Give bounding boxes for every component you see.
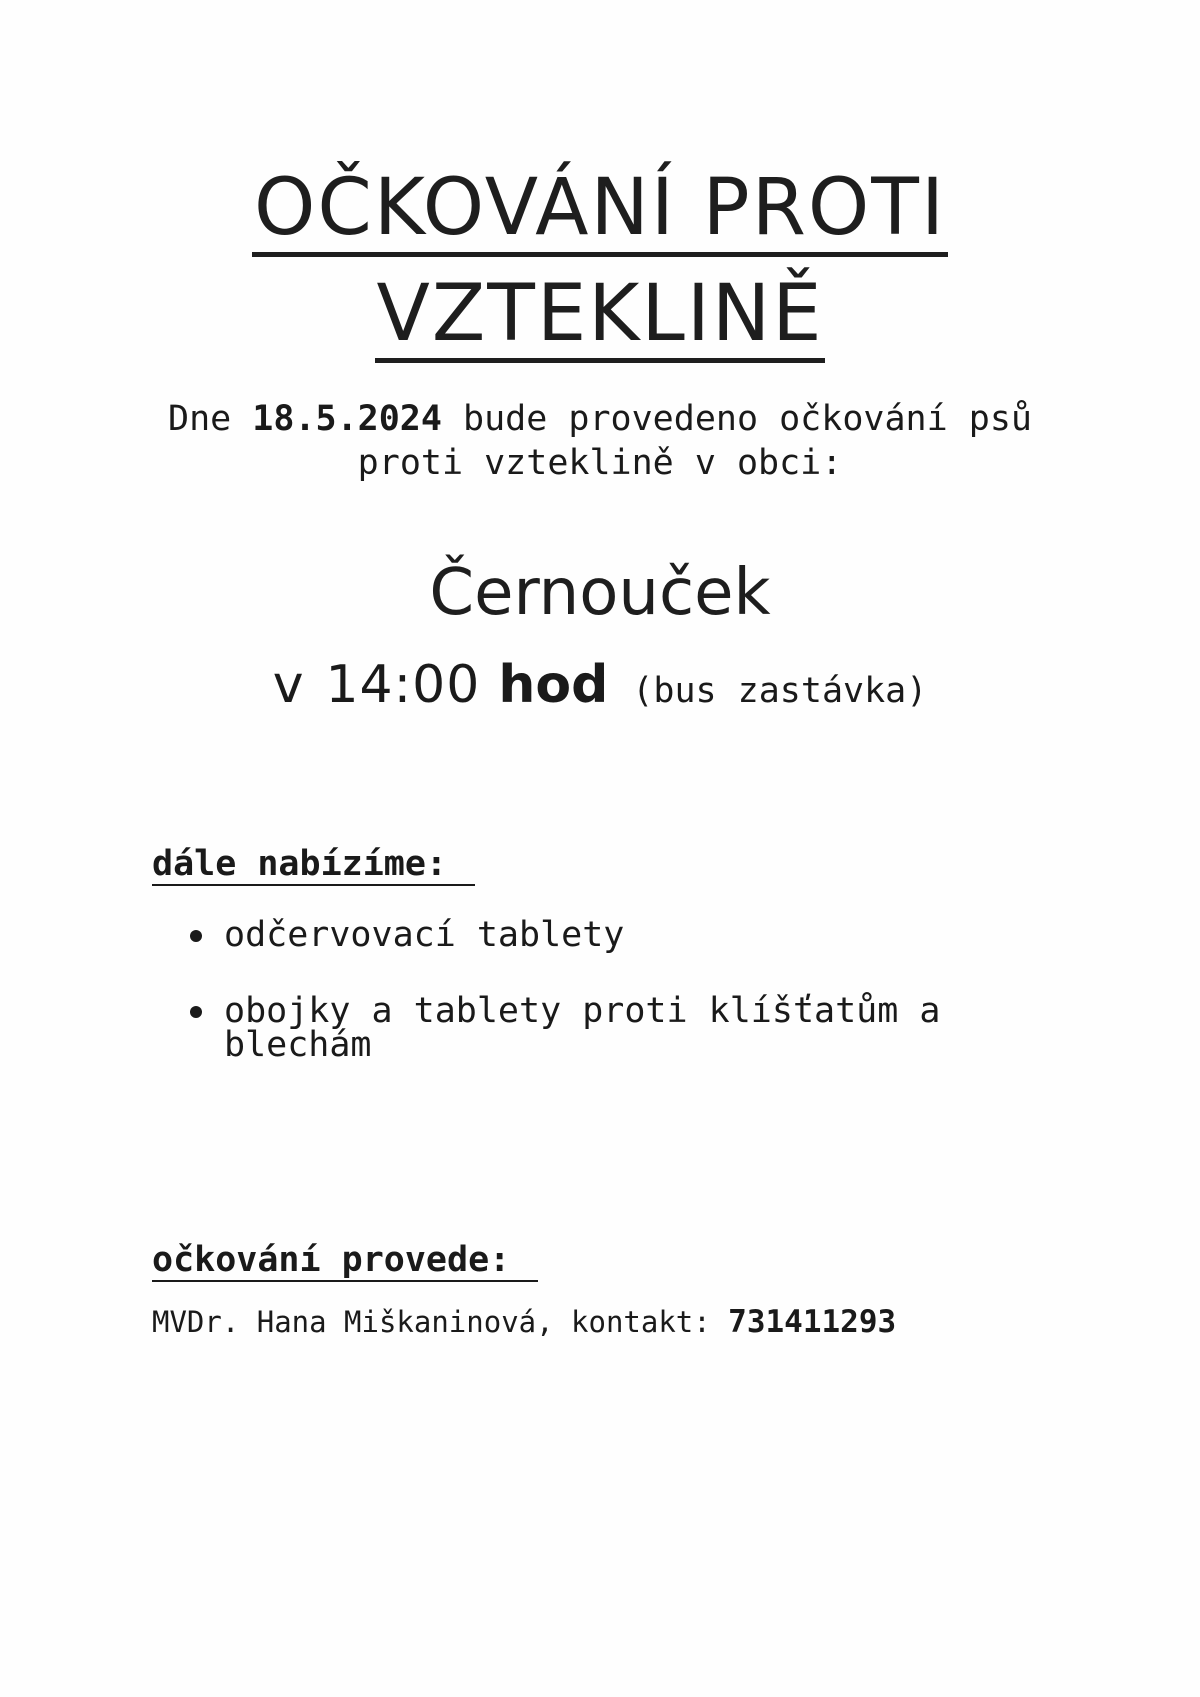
offer-heading-text: dále nabízíme:	[152, 844, 475, 886]
offer-list	[190, 915, 1090, 1104]
intro-suffix: bude provedeno očkování psů	[463, 399, 1032, 439]
schedule-line	[0, 655, 1200, 715]
bullet-icon	[190, 930, 202, 942]
bullet-icon	[190, 1006, 202, 1018]
vet-name: MVDr. Hana Miškaninová, kontakt:	[152, 1305, 711, 1339]
schedule-unit: hod	[498, 655, 609, 715]
vet-heading	[152, 1238, 538, 1282]
intro-line-1	[0, 397, 1200, 441]
village-name: Černouček	[429, 556, 771, 630]
offer-heading	[152, 842, 475, 886]
offer-item-text: obojky a tablety proti klíšťatům a blechám	[224, 991, 941, 1065]
list-item	[190, 915, 1090, 955]
title-line-2	[0, 266, 1200, 363]
vet-heading-text: očkování provede:	[152, 1240, 538, 1282]
schedule-time: 14:00	[325, 655, 481, 715]
title-line-1	[0, 160, 1200, 257]
list-item	[190, 991, 1090, 1065]
vet-contact-line	[152, 1302, 896, 1342]
intro-line-2: proti vzteklině v obci:	[357, 443, 843, 483]
intro-prefix: Dne	[168, 399, 232, 439]
offer-item-text: odčervovací tablety	[224, 915, 625, 955]
vaccination-date: 18.5.2024	[252, 399, 442, 439]
vet-phone: 731411293	[728, 1304, 897, 1340]
title-line-1-text: OČKOVÁNÍ PROTI	[252, 164, 948, 257]
title-line-2-text: VZTEKLINĚ	[375, 270, 826, 363]
schedule-place: (bus zastávka)	[632, 671, 928, 711]
schedule-prefix: v	[272, 655, 304, 715]
